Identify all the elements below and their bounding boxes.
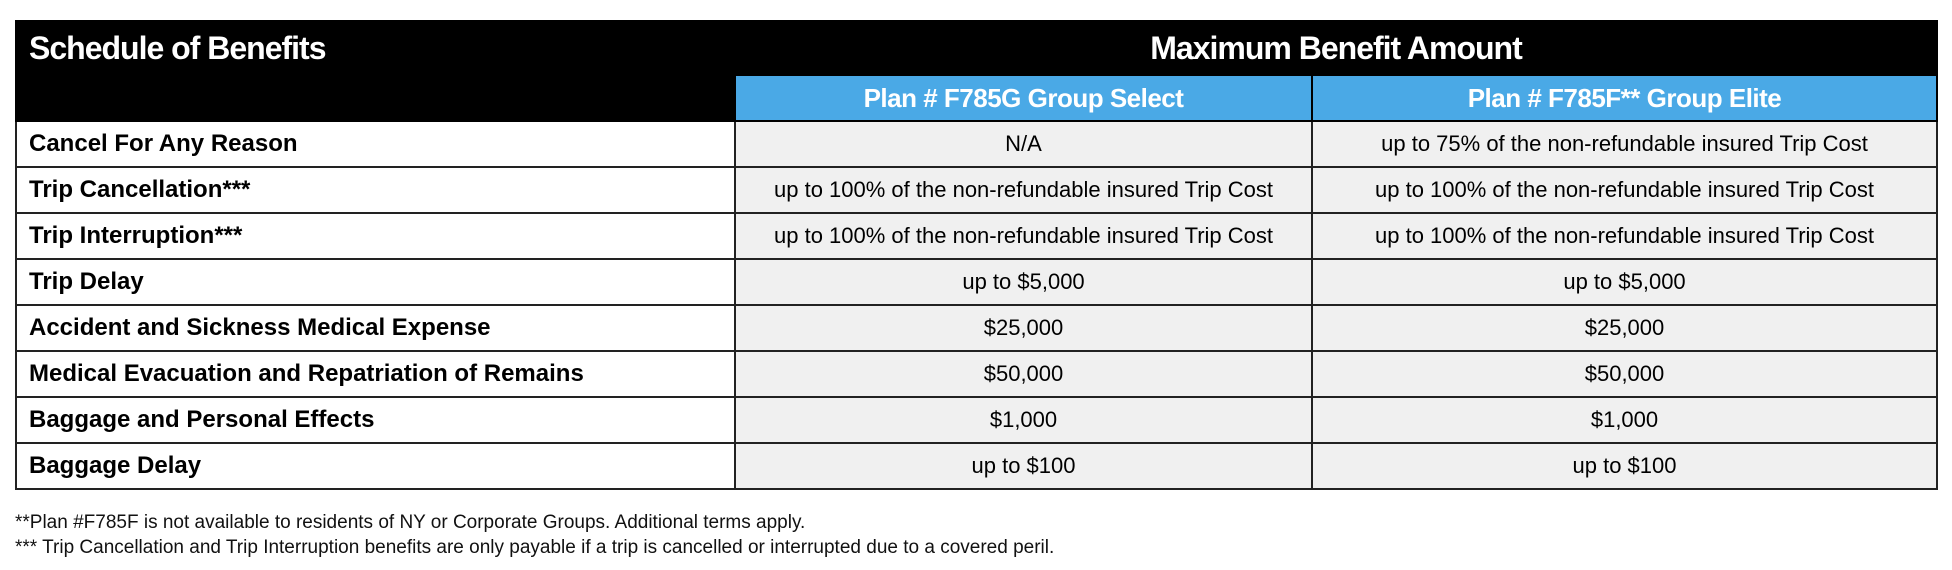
footnote-covered-peril: *** Trip Cancellation and Trip Interruption benefits are only payable if a trip is cancelled or interrupted due to a covered peril. — [15, 537, 1055, 558]
benefit-label: Medical Evacuation and Repatriation of Remains — [16, 351, 735, 397]
elite-value: up to 100% of the non-refundable insured Trip Cost — [1312, 167, 1937, 213]
select-value: up to $100 — [735, 443, 1312, 489]
elite-value: up to $5,000 — [1312, 259, 1937, 305]
elite-value: up to $100 — [1312, 443, 1937, 489]
elite-value: up to 100% of the non-refundable insured Trip Cost — [1312, 213, 1937, 259]
table-row — [16, 305, 1937, 351]
select-value: $1,000 — [735, 397, 1312, 443]
table-row — [16, 167, 1937, 213]
table-title: Schedule of Benefits — [16, 21, 735, 121]
footnotes — [15, 510, 1054, 560]
benefit-label: Trip Cancellation*** — [16, 167, 735, 213]
table-row — [16, 443, 1937, 489]
benefit-label: Accident and Sickness Medical Expense — [16, 305, 735, 351]
elite-value: up to 75% of the non-refundable insured Trip Cost — [1312, 121, 1937, 167]
benefits-table-container — [15, 20, 1936, 490]
footnote-plan-availability: **Plan #F785F is not available to residents of NY or Corporate Groups. Additional terms apply. — [15, 512, 806, 533]
benefit-label: Cancel For Any Reason — [16, 121, 735, 167]
benefit-label: Trip Delay — [16, 259, 735, 305]
elite-value: $1,000 — [1312, 397, 1937, 443]
select-value: $50,000 — [735, 351, 1312, 397]
benefit-label: Baggage and Personal Effects — [16, 397, 735, 443]
table-row — [16, 121, 1937, 167]
table-row — [16, 259, 1937, 305]
plan-select-header: Plan # F785G Group Select — [735, 75, 1312, 121]
elite-value: $50,000 — [1312, 351, 1937, 397]
header-row-top — [16, 21, 1937, 75]
table-row — [16, 397, 1937, 443]
table-row — [16, 213, 1937, 259]
select-value: up to 100% of the non-refundable insured Trip Cost — [735, 167, 1312, 213]
benefit-label: Trip Interruption*** — [16, 213, 735, 259]
select-value: up to 100% of the non-refundable insured Trip Cost — [735, 213, 1312, 259]
select-value: N/A — [735, 121, 1312, 167]
select-value: up to $5,000 — [735, 259, 1312, 305]
plan-elite-header: Plan # F785F** Group Elite — [1312, 75, 1937, 121]
table-row — [16, 351, 1937, 397]
select-value: $25,000 — [735, 305, 1312, 351]
schedule-of-benefits-table — [15, 20, 1938, 490]
max-benefit-header: Maximum Benefit Amount — [735, 21, 1937, 75]
benefit-label: Baggage Delay — [16, 443, 735, 489]
elite-value: $25,000 — [1312, 305, 1937, 351]
